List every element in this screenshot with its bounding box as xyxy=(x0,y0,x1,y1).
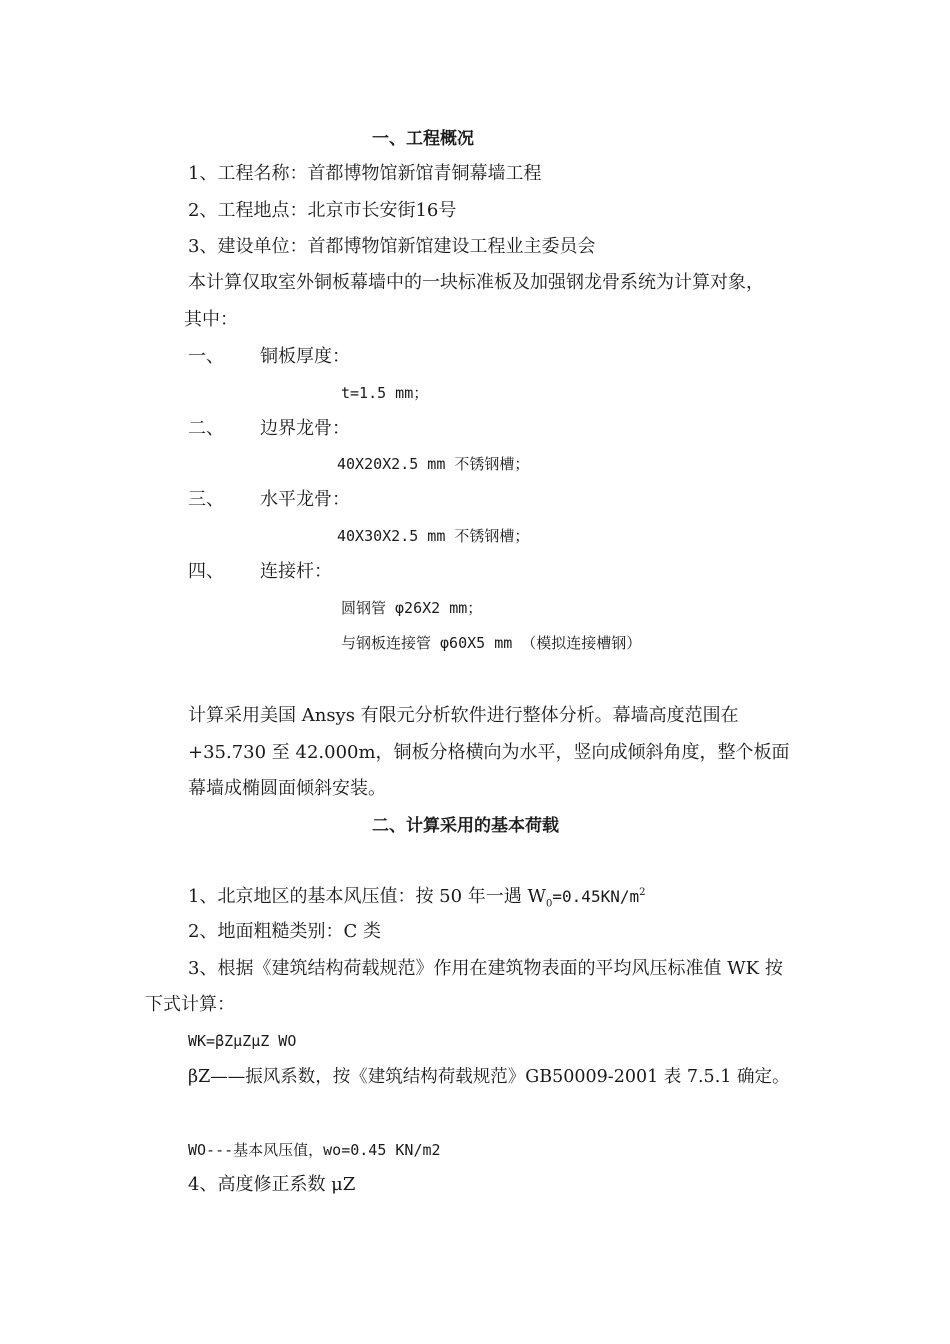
item-label: 铜板厚度： xyxy=(260,346,350,367)
wind-formula: WK=βZμZμZ WO xyxy=(188,1032,297,1050)
item-spec: 与钢板连接管 φ60X5 mm （模拟连接槽钢） xyxy=(341,634,642,652)
wind-pressure-superscript: 2 xyxy=(639,887,646,898)
code-line-1: 3、根据《建筑结构荷载规范》作用在建筑物表面的平均风压标准值 WK 按 xyxy=(188,958,783,979)
wind-pressure-text: 1、北京地区的基本风压值：按 50 年一遇 W xyxy=(188,886,547,907)
project-owner: 3、建设单位：首都博物馆新馆建设工程业主委员会 xyxy=(188,236,596,257)
item-number: 四、 xyxy=(188,561,224,582)
section1-heading: 一、工程概况 xyxy=(372,129,474,149)
analysis-line-1: 计算采用美国 Ansys 有限元分析软件进行整体分析。幕墙高度范围在 xyxy=(188,705,739,726)
section2-heading: 二、计算采用的基本荷载 xyxy=(372,816,559,836)
item-spec: 40X20X2.5 mm 不锈钢槽； xyxy=(337,455,530,473)
scope-line-2: 其中： xyxy=(184,309,238,330)
wind-pressure-subscript: 0 xyxy=(546,898,553,910)
analysis-line-2: +35.730 至 42.000m，铜板分格横向为水平，竖向成倾斜角度，整个板面 xyxy=(188,742,790,763)
project-name: 1、工程名称：首都博物馆新馆青铜幕墙工程 xyxy=(188,163,542,184)
wind-pressure-value: =0.45KN/m xyxy=(552,887,640,906)
scope-line-1: 本计算仅取室外铜板幕墙中的一块标准板及加强钢龙骨系统为计算对象， xyxy=(188,272,764,293)
item-number: 一、 xyxy=(188,346,224,367)
beta-definition: βZ——振风系数，按《建筑结构荷载规范》GB50009-2001 表 7.5.1 确定。 xyxy=(188,1067,790,1087)
item-label: 连接杆： xyxy=(260,561,332,582)
wo-definition: WO---基本风压值，wo=0.45 KN/m2 xyxy=(188,1141,441,1159)
terrain-category: 2、地面粗糙类别：C 类 xyxy=(188,921,381,942)
analysis-line-3: 幕墙成椭圆面倾斜安装。 xyxy=(188,778,386,799)
item-label: 水平龙骨： xyxy=(260,489,350,510)
item-number: 二、 xyxy=(188,418,224,439)
height-coefficient: 4、高度修正系数 μZ xyxy=(188,1174,356,1195)
item-number: 三、 xyxy=(188,489,224,510)
item-label: 边界龙骨： xyxy=(260,418,350,439)
item-spec: 40X30X2.5 mm 不锈钢槽； xyxy=(337,527,530,545)
item-spec: 圆钢管 φ26X2 mm； xyxy=(341,599,483,617)
wind-pressure-line xyxy=(188,885,645,909)
code-line-2: 下式计算： xyxy=(145,994,235,1015)
project-site: 2、工程地点：北京市长安街16号 xyxy=(188,200,457,221)
item-spec: t=1.5 mm； xyxy=(341,384,429,402)
